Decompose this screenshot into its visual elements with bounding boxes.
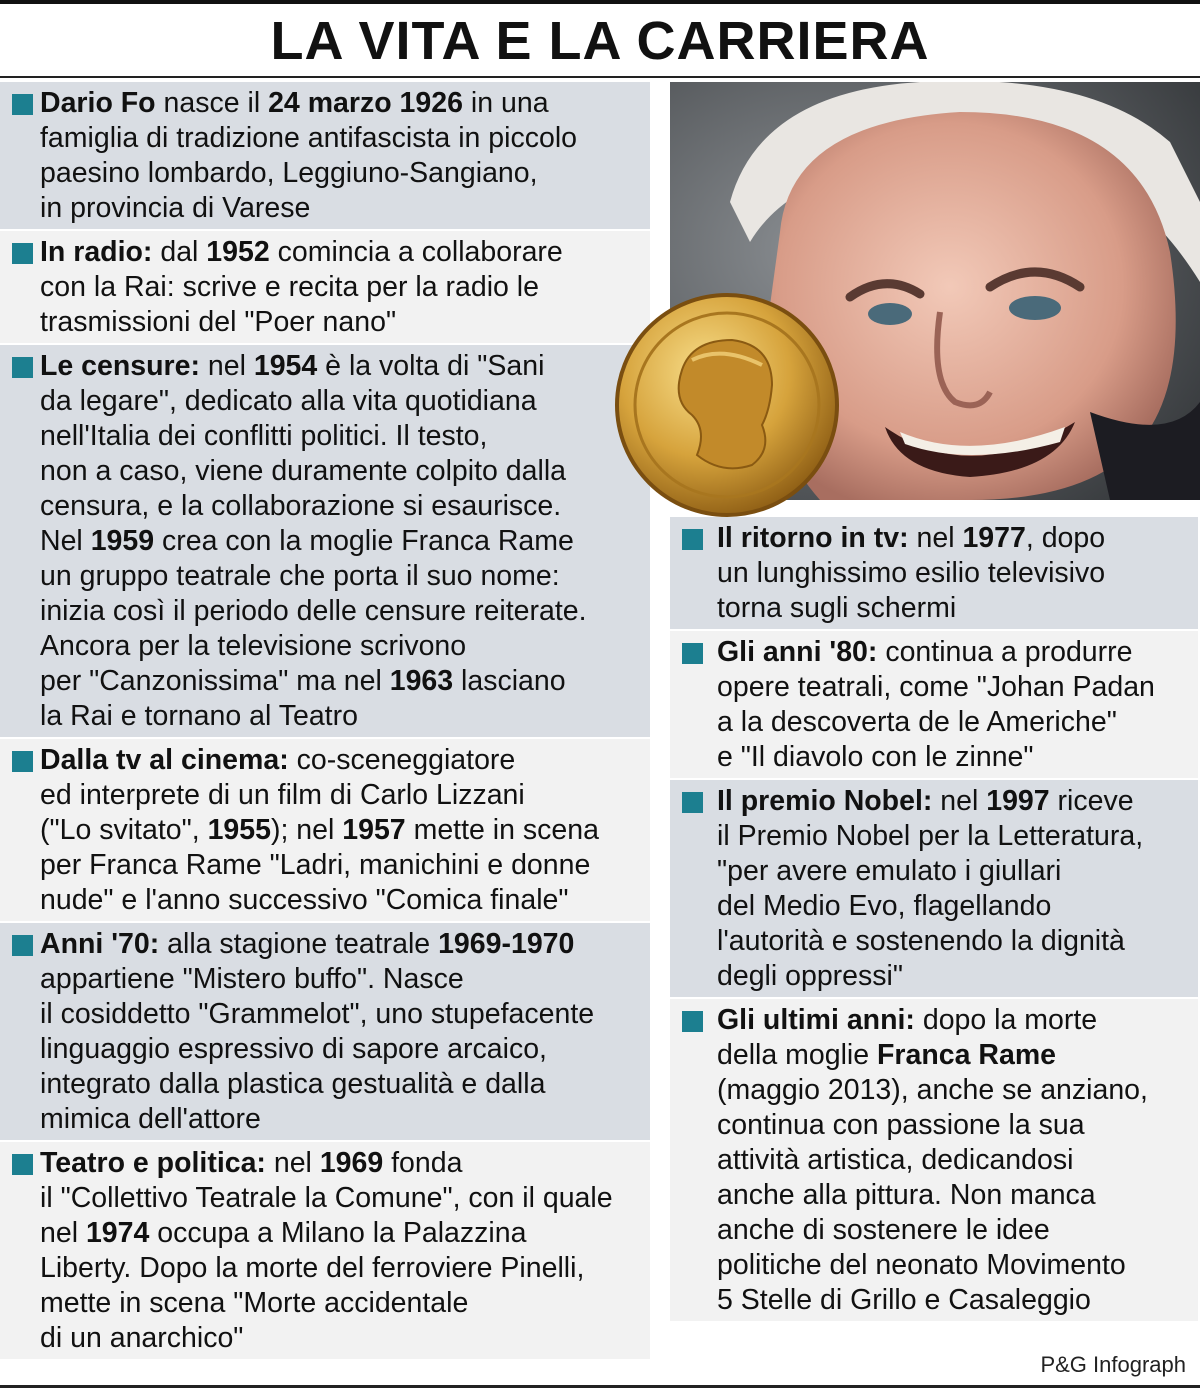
entry-line (40, 883, 644, 918)
entry-line (717, 924, 1192, 959)
entry-text: nel (265, 1147, 320, 1179)
entry-text: per "Canzonissima" ma nel (40, 665, 390, 697)
entry-text: è la volta di "Sani (317, 350, 545, 382)
entry-line (717, 819, 1192, 854)
entry-highlight: In radio: (40, 236, 153, 268)
entry-line (40, 1286, 644, 1321)
entry-text: il "Collettivo Teatrale la Comune", con il quale (40, 1182, 613, 1214)
entry-line (717, 1178, 1192, 1213)
bullet-square-icon (12, 357, 33, 378)
entry-highlight: Gli ultimi anni: (717, 1004, 915, 1036)
entry-line (40, 349, 644, 384)
timeline-entry (0, 345, 650, 739)
entry-highlight: 1959 (90, 525, 155, 557)
entry-highlight: 1952 (206, 236, 270, 268)
entry-text: mette in scena "Morte accidentale (40, 1287, 469, 1319)
entry-text: riceve (1049, 785, 1134, 817)
entry-text: "per avere emulato i giullari (717, 855, 1062, 887)
entry-line (717, 1038, 1192, 1073)
entry-text: in provincia di Varese (40, 192, 311, 224)
entry-text: occupa a Milano la Palazzina (149, 1217, 527, 1249)
entry-text: ("Lo svitato", (40, 814, 208, 846)
bullet-square-icon (682, 529, 703, 550)
timeline-entry (670, 999, 1198, 1323)
entry-line (40, 384, 644, 419)
entry-text: lasciano (453, 665, 566, 697)
entry-line (40, 1146, 644, 1181)
entry-highlight: 1954 (253, 350, 318, 382)
entry-line (717, 1073, 1192, 1108)
entry-highlight: 1974 (85, 1217, 150, 1249)
entry-text: anche di sostenere le idee (717, 1214, 1050, 1246)
entry-text: anche alla pittura. Non manca (717, 1179, 1096, 1211)
title-rule (0, 76, 1200, 78)
bullet-square-icon (12, 751, 33, 772)
entry-text: nel (199, 350, 254, 382)
entry-line (40, 1032, 644, 1067)
entry-text: comincia a collaborare (269, 236, 563, 268)
entry-text: mette in scena (405, 814, 599, 846)
entry-highlight: Le censure: (40, 350, 200, 382)
entry-text: dopo la morte (914, 1004, 1098, 1036)
entry-text: Nel (40, 525, 91, 557)
entry-text: , dopo (1025, 522, 1106, 554)
entry-line (717, 1003, 1192, 1038)
entry-line (717, 591, 1192, 626)
timeline-entry (0, 923, 650, 1142)
entry-line (40, 629, 644, 664)
timeline-entry (0, 231, 650, 345)
entry-line (40, 156, 644, 191)
entry-text: un gruppo teatrale che porta il suo nome: (40, 560, 560, 592)
entry-highlight: 1963 (389, 665, 454, 697)
entry-line (40, 489, 644, 524)
entry-text: crea con la moglie Franca Rame (154, 525, 574, 557)
bullet-square-icon (12, 94, 33, 115)
timeline-entry (0, 739, 650, 923)
entry-line (40, 1102, 644, 1137)
entry-line (40, 594, 644, 629)
entry-text: inizia così il periodo delle censure reiterate. (40, 595, 587, 627)
entry-line (717, 521, 1192, 556)
entry-line (40, 86, 644, 121)
nobel-medal-image (612, 290, 842, 520)
entry-highlight: Teatro e politica: (40, 1147, 266, 1179)
entry-highlight: Dario Fo (40, 87, 156, 119)
entry-line (40, 121, 644, 156)
entry-line (40, 1251, 644, 1286)
entry-line (717, 959, 1192, 994)
entry-highlight: 1977 (962, 522, 1026, 554)
entry-line (40, 848, 644, 883)
entry-text: torna sugli schermi (717, 592, 957, 624)
bottom-rule (0, 1385, 1200, 1388)
entry-highlight: 24 marzo 1926 (268, 87, 463, 119)
entry-highlight: Franca Rame (877, 1039, 1057, 1071)
entry-line (717, 784, 1192, 819)
bullet-square-icon (12, 1154, 33, 1175)
bullet-square-icon (682, 1011, 703, 1032)
bullet-square-icon (682, 643, 703, 664)
entry-text: Ancora per la televisione scrivono (40, 630, 467, 662)
entry-text: nude" e l'anno successivo "Comica finale" (40, 884, 569, 916)
entry-line (40, 813, 644, 848)
entry-text: continua a produrre (877, 636, 1133, 668)
entry-line (717, 705, 1192, 740)
entry-text: la Rai e tornano al Teatro (40, 700, 358, 732)
entry-line (40, 305, 644, 340)
entry-text: con la Rai: scrive e recita per la radio le (40, 271, 539, 303)
entry-text: attività artistica, dedicandosi (717, 1144, 1074, 1176)
entry-highlight: Gli anni '80: (717, 636, 878, 668)
timeline-entry (0, 1142, 650, 1361)
entry-highlight: Dalla tv al cinema: (40, 744, 289, 776)
entry-line (40, 1216, 644, 1251)
entry-line (717, 1248, 1192, 1283)
entry-text: nel (40, 1217, 86, 1249)
entry-line (40, 699, 644, 734)
entry-text: della moglie (717, 1039, 878, 1071)
entry-text: mimica dell'attore (40, 1103, 261, 1135)
entry-text: dal (152, 236, 207, 268)
entry-text: di un anarchico" (40, 1322, 244, 1354)
bullet-square-icon (682, 792, 703, 813)
bullet-square-icon (12, 935, 33, 956)
entry-line (717, 670, 1192, 705)
bullet-square-icon (12, 243, 33, 264)
entry-text: politiche del neonato Movimento (717, 1249, 1126, 1281)
entry-text: Liberty. Dopo la morte del ferroviere Pinelli, (40, 1252, 585, 1284)
entry-line (717, 635, 1192, 670)
entry-text: e "Il diavolo con le zinne" (717, 741, 1034, 773)
entry-line (717, 1108, 1192, 1143)
entry-line (40, 778, 644, 813)
entry-text: il cosiddetto "Grammelot", uno stupefacente (40, 998, 595, 1030)
entry-text: fonda (383, 1147, 463, 1179)
entry-line (40, 1321, 644, 1356)
timeline-left-column (0, 82, 650, 1361)
entry-text: nel (932, 785, 987, 817)
entry-text: in una (462, 87, 549, 119)
top-rule (0, 0, 1200, 4)
entry-text: censura, e la collaborazione si esaurisce. (40, 490, 562, 522)
entry-text: linguaggio espressivo di sapore arcaico, (40, 1033, 547, 1065)
entry-line (717, 1283, 1192, 1318)
entry-text: nell'Italia dei conflitti politici. Il testo, (40, 420, 488, 452)
entry-text: co-sceneggiatore (288, 744, 516, 776)
timeline-entry (670, 517, 1198, 631)
entry-text: l'autorità e sostenendo la dignità (717, 925, 1125, 957)
entry-line (717, 740, 1192, 775)
entry-text: da legare", dedicato alla vita quotidiana (40, 385, 537, 417)
entry-text: degli oppressi" (717, 960, 903, 992)
entry-text: alla stagione teatrale (159, 928, 439, 960)
entry-text: non a caso, viene duramente colpito dalla (40, 455, 567, 487)
entry-text: continua con passione la sua (717, 1109, 1085, 1141)
entry-text: il Premio Nobel per la Letteratura, (717, 820, 1144, 852)
entry-highlight: 1969 (319, 1147, 384, 1179)
entry-line (717, 854, 1192, 889)
entry-text: nasce il (155, 87, 269, 119)
entry-line (717, 1213, 1192, 1248)
entry-highlight: 1957 (342, 814, 406, 846)
entry-text: un lunghissimo esilio televisivo (717, 557, 1106, 589)
timeline-entry (0, 82, 650, 231)
entry-highlight: 1969-1970 (438, 928, 575, 960)
entry-text: trasmissioni del "Poer nano" (40, 306, 397, 338)
entry-line (40, 191, 644, 226)
entry-line (40, 454, 644, 489)
entry-text: ed interprete di un film di Carlo Lizzani (40, 779, 525, 811)
entry-text: ); nel (270, 814, 343, 846)
page-title: LA VITA E LA CARRIERA (270, 11, 930, 71)
entry-line (40, 419, 644, 454)
entry-highlight: Il ritorno in tv: (717, 522, 909, 554)
entry-highlight: Anni '70: (40, 928, 160, 960)
entry-highlight: 1955 (207, 814, 271, 846)
entry-highlight: 1997 (986, 785, 1050, 817)
entry-text: paesino lombardo, Leggiuno-Sangiano, (40, 157, 538, 189)
credit-label: P&G Infograph (1040, 1352, 1186, 1377)
entry-text: appartiene "Mistero buffo". Nasce (40, 963, 464, 995)
timeline-entry (670, 631, 1198, 780)
entry-line (717, 1143, 1192, 1178)
entry-line (717, 889, 1192, 924)
entry-line (40, 664, 644, 699)
entry-text: del Medio Evo, flagellando (717, 890, 1052, 922)
entry-text: 5 Stelle di Grillo e Casaleggio (717, 1284, 1091, 1316)
entry-line (717, 556, 1192, 591)
timeline-right-column (670, 517, 1198, 1323)
entry-line (40, 1067, 644, 1102)
entry-line (40, 1181, 644, 1216)
entry-text: a la descoverta de le Americhe" (717, 706, 1117, 738)
entry-line (40, 962, 644, 997)
entry-text: opere teatrali, come "Johan Padan (717, 671, 1155, 703)
entry-line (40, 235, 644, 270)
entry-line (40, 997, 644, 1032)
entry-line (40, 270, 644, 305)
entry-text: nel (908, 522, 963, 554)
entry-line (40, 927, 644, 962)
timeline-entry (670, 780, 1198, 999)
entry-text: per Franca Rame "Ladri, manichini e donne (40, 849, 591, 881)
entry-line (40, 559, 644, 594)
entry-text: (maggio 2013), anche se anziano, (717, 1074, 1148, 1106)
entry-text: integrato dalla plastica gestualità e dalla (40, 1068, 546, 1100)
entry-line (40, 524, 644, 559)
entry-highlight: Il premio Nobel: (717, 785, 933, 817)
entry-text: famiglia di tradizione antifascista in piccolo (40, 122, 578, 154)
entry-line (40, 743, 644, 778)
